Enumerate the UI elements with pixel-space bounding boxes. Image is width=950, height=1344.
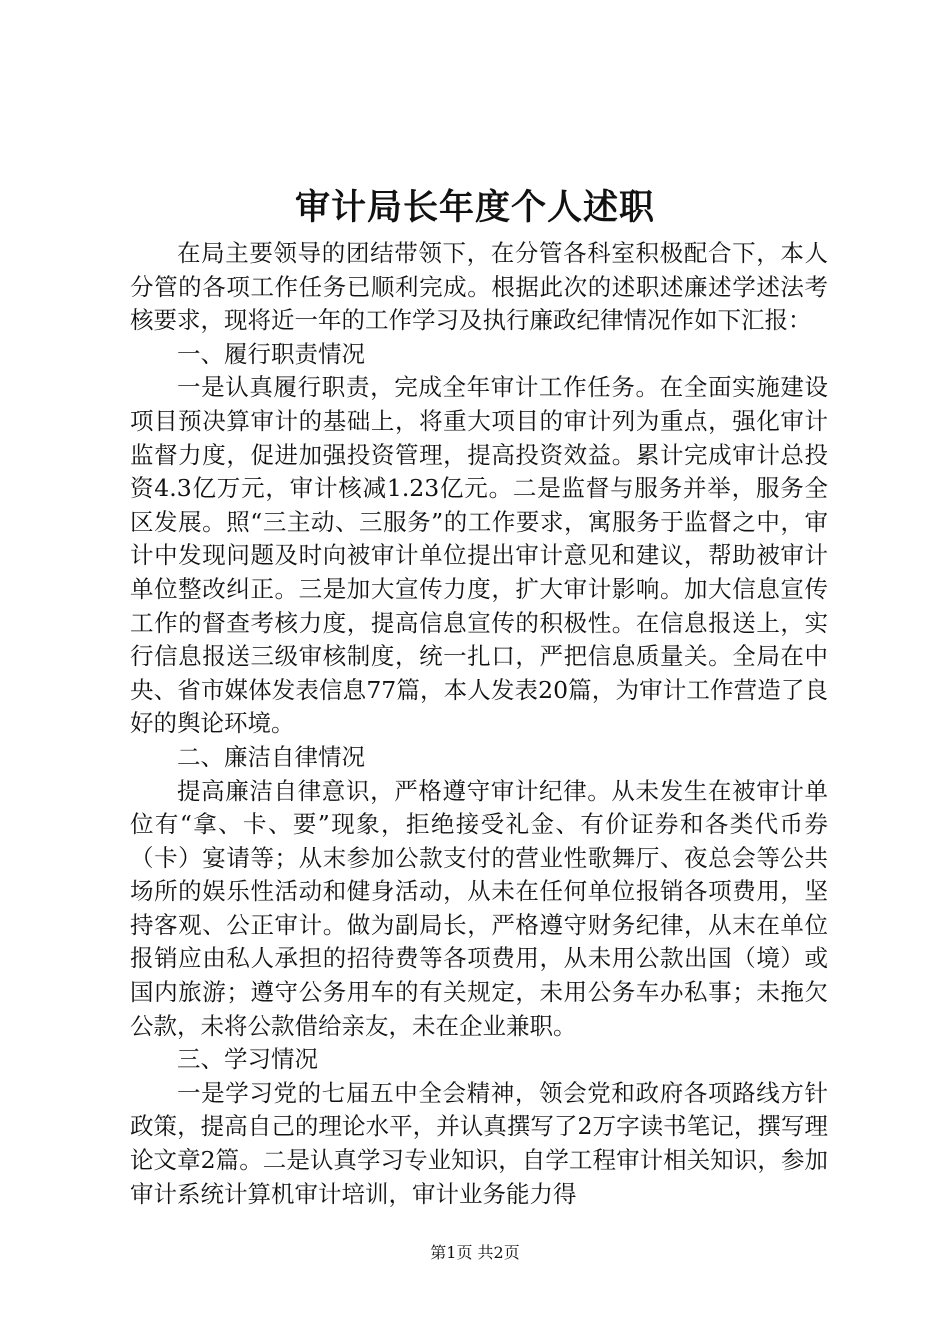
- document-title: 审计局长年度个人述职: [294, 187, 655, 228]
- section-heading-study: 三、学习情况: [177, 1045, 318, 1074]
- document-body: [130, 237, 828, 1211]
- paragraph-duties: 一是认真履行职责，完成全年审计工作任务。在全面实施建设项目预决算审计的基础上，将重大项目的审计列为重点，强化审计监督力度，促进加强投资管理，提高投资效益。累计完成审计总投资4.3亿万元，审计核减1.23亿元。二是监督与服务并举，服务全区发展。照“三主动、三服务”的工作要求，寓服务于监督之中，审计中发现问题及时向被审计单位提出审计意见和建议，帮助被审计单位整改纠正。三是加大宣传力度，扩大审计影响。加大信息宣传工作的督查考核力度，提高信息宣传的积极性。在信息报送上，实行信息报送三级审核制度，统一扎口，严把信息质量关。全局在中央、省市媒体发表信息77篇，本人发表20篇，为审计工作营造了良好的舆论环境。: [130, 373, 828, 738]
- paragraph-integrity: 提高廉洁自律意识，严格遵守审计纪律。从未发生在被审计单位有“拿、卡、要”现象，拒绝接受礼金、有价证券和各类代币券（卡）宴请等；从末参加公款支付的营业性歌舞厅、夜总会等公共场所的娱乐性活动和健身活动，从未在任何单位报销各项费用，坚持客观、公正审计。做为副局长，严格遵守财务纪律，从末在单位报销应由私人承担的招待费等各项费用，从未用公款出国（境）或国内旅游；遵守公务用车的有关规定，未用公务车办私事；未拖欠公款，未将公款借给亲友，未在企业兼职。: [130, 776, 828, 1040]
- section-heading-duties: 一、履行职责情况: [177, 339, 365, 368]
- section-heading-integrity: 二、廉洁自律情况: [177, 742, 365, 771]
- paragraph-intro: 在局主要领导的团结带领下，在分管各科室积极配合下，本人分管的各项工作任务已顺利完成。根据此次的述职述廉述学述法考核要求，现将近一年的工作学习及执行廉政纪律情况作如下汇报：: [130, 239, 828, 335]
- paragraph-study: 一是学习党的七届五中全会精神，领会党和政府各项路线方针政策，提高自己的理论水平，并认真撰写了2万字读书笔记，撰写理论文章2篇。二是认真学习专业知识，自学工程审计相关知识，参加审计系统计算机审计培训，审计业务能力得: [130, 1078, 828, 1208]
- page-number-footer: 第1页 共2页: [430, 1243, 520, 1262]
